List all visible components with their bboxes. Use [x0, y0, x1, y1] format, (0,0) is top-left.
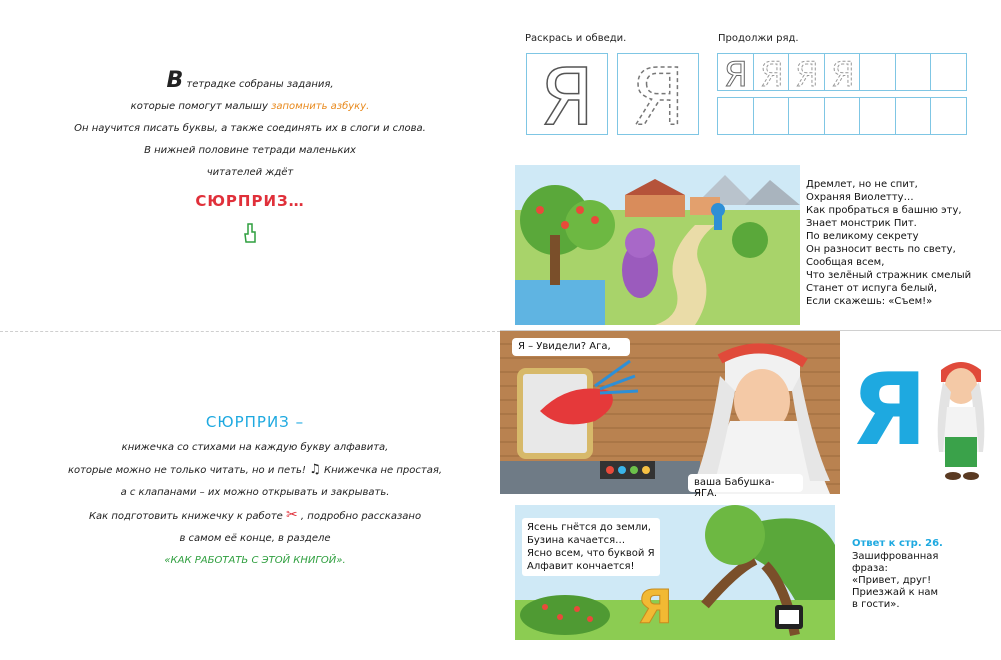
grid-cell[interactable]: [824, 53, 861, 91]
intro-text: [40, 70, 460, 247]
svg-text:Я: Я: [852, 352, 927, 452]
svg-text:Я: Я: [630, 54, 686, 134]
answer-text: Зашифрованная фраза: «Привет, друг! Приезжай к нам в гости».: [852, 551, 939, 610]
surprise-text: СЮРПРИЗ – книжечка со стихами на каждую букву алфавита, которые можно не только читать, но и петь! ♫ Книжечка не простая, а с клапанами – их можно открывать и закрывать. Как подготовить книжечку к работе ✂ , подробно рассказано в самом её конце, в разделе «КАК РАБОТАТЬ С ЭТОЙ КНИГОЙ».: [40, 410, 470, 572]
intro-highlight: запомнить азбуку.: [271, 101, 370, 112]
accordion-icon: [775, 605, 803, 629]
surprise-teaser: СЮРПРИЗ…: [195, 192, 305, 210]
surprise-line-6: в самом её конце, в разделе: [179, 533, 331, 544]
baba-yaga-figure: [925, 352, 997, 482]
poem-ash-tree: Ясень гнётся до земли, Бузина качается… Ясно всем, что буквой Я Алфавит кончается!: [522, 518, 660, 576]
sample-letter: [718, 54, 754, 92]
surprise-line-4: а с клапанами – их можно открывать и закрывать.: [120, 487, 390, 498]
dotted-letter: [825, 54, 861, 92]
grid-cell[interactable]: [859, 53, 896, 91]
svg-text:Я: Я: [723, 55, 748, 92]
grid-cell[interactable]: [859, 97, 896, 135]
surprise-title: СЮРПРИЗ: [205, 413, 290, 431]
grid-cell[interactable]: [895, 97, 932, 135]
svg-text:Я: Я: [539, 54, 595, 134]
grid-cell[interactable]: [788, 53, 825, 91]
grid-cell[interactable]: [930, 97, 967, 135]
intro-line-1: тетрадке собраны задания,: [186, 79, 334, 90]
surprise-line-5b: , подробно рассказано: [300, 511, 422, 522]
surprise-line-2: которые можно не только читать, но и петь!: [67, 465, 306, 476]
svg-text:Я: Я: [637, 580, 673, 634]
grid-cell[interactable]: [824, 97, 861, 135]
dotted-letter: [754, 54, 790, 92]
svg-text:Я: Я: [759, 55, 784, 92]
svg-text:Я: Я: [794, 55, 819, 92]
grid-cell[interactable]: [930, 53, 967, 91]
grid-cell[interactable]: [753, 97, 790, 135]
grid-cell[interactable]: [717, 97, 754, 135]
surprise-line-5a: Как подготовить книжечку к работе: [88, 511, 283, 522]
dotted-letter: [789, 54, 825, 92]
speech-bubble-bottom: ваша Бабушка-ЯГА.: [688, 474, 803, 492]
surprise-line-3: Книжечка не простая,: [323, 465, 443, 476]
grid-cell[interactable]: [753, 53, 790, 91]
music-note-icon: ♫: [309, 462, 321, 477]
continue-task-label: Продолжи ряд.: [718, 33, 799, 44]
monster-illustration: [515, 165, 800, 325]
answer-heading: Ответ к стр. 26.: [852, 538, 943, 549]
big-letter-ya: [852, 352, 927, 452]
surprise-line-7: «КАК РАБОТАТЬ С ЭТОЙ КНИГОЙ».: [164, 555, 346, 566]
intro-line-3: Он научится писать буквы, а также соединять их в слоги и слова.: [74, 123, 426, 134]
intro-line-4: В нижней половине тетради маленьких: [144, 145, 356, 156]
speech-bubble-top: Я – Увидели? Ага,: [512, 338, 630, 356]
grid-cell[interactable]: [788, 97, 825, 135]
intro-line-2: которые помогут малышу: [130, 101, 272, 112]
scissors-icon: ✂: [286, 507, 298, 523]
drop-cap: В: [166, 68, 184, 93]
color-letter-box[interactable]: [526, 53, 608, 135]
grid-cell[interactable]: [717, 53, 754, 91]
surprise-line-1: книжечка со стихами на каждую букву алфавита,: [121, 442, 389, 453]
svg-text:Я: Я: [830, 55, 855, 92]
outline-letter-icon: [527, 54, 607, 134]
pointing-hand-icon: [40, 222, 460, 247]
intro-line-5: читателей ждёт: [206, 167, 294, 178]
color-task-label: Раскрась и обведи.: [525, 33, 627, 44]
trace-letter-box[interactable]: [617, 53, 699, 135]
poem-monster: Дремлет, но не спит, Охраняя Виолетту… Как пробраться в башню эту, Знает монстрик Пит. По великому секрету Он разносит весть по свету, Сообщая всем, Что зелёный стражник смелый Станет от испуга белый, Если скажешь: «Съем!»: [806, 179, 972, 307]
dashed-letter-icon: [618, 54, 698, 134]
cut-line: [0, 331, 500, 332]
grid-cell[interactable]: [895, 53, 932, 91]
